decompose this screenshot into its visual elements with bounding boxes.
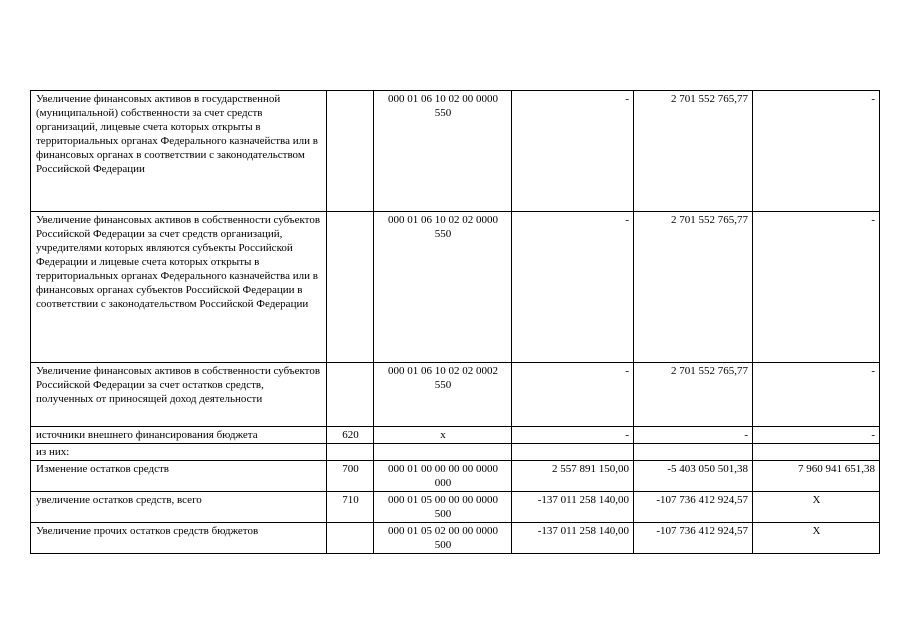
row-kbk-code: x (374, 427, 512, 444)
table-row (31, 461, 880, 492)
row-code (327, 444, 374, 461)
row-value-2: 2 701 552 765,77 (634, 212, 753, 363)
row-code (327, 212, 374, 363)
row-value-3: - (753, 363, 880, 427)
row-kbk-code: 000 01 05 00 00 00 0000 500 (374, 492, 512, 523)
row-value-1: - (512, 363, 634, 427)
row-value-3 (753, 444, 880, 461)
row-kbk-code (374, 444, 512, 461)
row-value-3: - (753, 212, 880, 363)
row-value-1 (512, 444, 634, 461)
row-code (327, 523, 374, 554)
row-value-3: X (753, 492, 880, 523)
row-kbk-code: 000 01 00 00 00 00 0000 000 (374, 461, 512, 492)
row-kbk-code: 000 01 05 02 00 00 0000 500 (374, 523, 512, 554)
row-value-1: 2 557 891 150,00 (512, 461, 634, 492)
row-value-3: 7 960 941 651,38 (753, 461, 880, 492)
row-name: Увеличение прочих остатков средств бюджетов (31, 523, 327, 554)
row-kbk-code: 000 01 06 10 02 02 0002 550 (374, 363, 512, 427)
row-kbk-code: 000 01 06 10 02 02 0000 550 (374, 212, 512, 363)
table-row (31, 212, 880, 363)
row-value-2: -107 736 412 924,57 (634, 492, 753, 523)
row-name: Увеличение финансовых активов в собственности субъектов Российской Федерации за счет остатков средств, полученных от приносящей доход деятельности (31, 363, 327, 427)
row-value-2: -5 403 050 501,38 (634, 461, 753, 492)
row-value-2: 2 701 552 765,77 (634, 363, 753, 427)
row-code (327, 363, 374, 427)
row-value-1: - (512, 91, 634, 212)
row-name: источники внешнего финансирования бюджета (31, 427, 327, 444)
table-row (31, 427, 880, 444)
row-value-3: X (753, 523, 880, 554)
row-name: Увеличение финансовых активов в собственности субъектов Российской Федерации за счет средств организаций, учредителями которых являются субъекты Российской Федерации и лицевые счета которых открыты в территориальных органах Федерального казначейства или в финансовых органах субъектов Российской Федерации в соответствии с законодательством Российской Федерации (31, 212, 327, 363)
row-code (327, 91, 374, 212)
row-value-1: -137 011 258 140,00 (512, 523, 634, 554)
row-kbk-code: 000 01 06 10 02 00 0000 550 (374, 91, 512, 212)
table-row (31, 444, 880, 461)
row-value-2: 2 701 552 765,77 (634, 91, 753, 212)
table-row (31, 91, 880, 212)
row-value-1: - (512, 427, 634, 444)
row-value-3: - (753, 91, 880, 212)
row-name: Изменение остатков средств (31, 461, 327, 492)
row-value-2: - (634, 427, 753, 444)
table-row (31, 363, 880, 427)
row-code: 700 (327, 461, 374, 492)
row-value-2 (634, 444, 753, 461)
row-name: увеличение остатков средств, всего (31, 492, 327, 523)
row-name: из них: (31, 444, 327, 461)
row-code: 620 (327, 427, 374, 444)
row-name: Увеличение финансовых активов в государственной (муниципальной) собственности за счет средств организаций, лицевые счета которых открыты в территориальных органах Федерального казначейства или в финансовых органах в соответствии с законодательством Российской Федерации (31, 91, 327, 212)
row-value-1: - (512, 212, 634, 363)
row-code: 710 (327, 492, 374, 523)
table-row (31, 523, 880, 554)
table-row (31, 492, 880, 523)
financing-sources-table (30, 90, 880, 554)
row-value-3: - (753, 427, 880, 444)
row-value-1: -137 011 258 140,00 (512, 492, 634, 523)
row-value-2: -107 736 412 924,57 (634, 523, 753, 554)
